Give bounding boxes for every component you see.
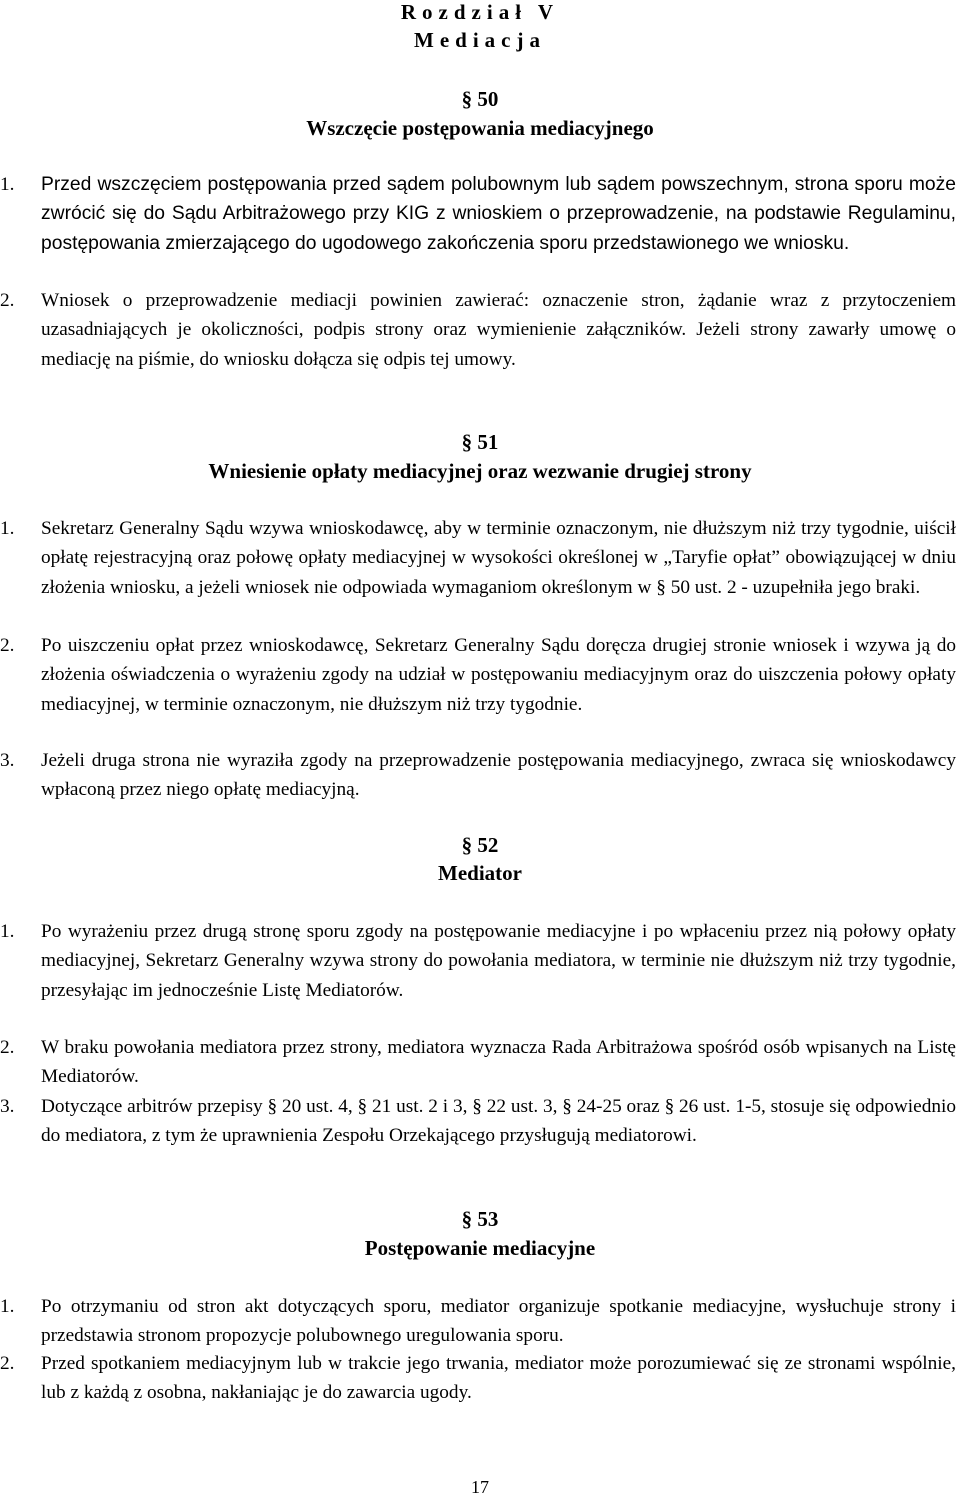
paragraph-number: 3.: [0, 750, 15, 771]
section-number: § 53: [461, 1207, 499, 1231]
paragraph: [0, 514, 960, 634]
paragraph-text: Po otrzymaniu od stron akt dotyczących sporu, mediator organizuje spotkanie mediacyjne, wysłuchuje strony i przedstawia stronom propozycje polubownego uregulowania sporu.: [41, 1296, 956, 1347]
paragraph-number: 2.: [0, 1353, 15, 1374]
section-title: Mediator: [438, 861, 522, 885]
section-title: Postępowanie mediacyjne: [364, 1236, 596, 1260]
paragraph: [0, 1349, 960, 1411]
paragraph-number: 1.: [0, 1296, 15, 1317]
paragraph-text: Sekretarz Generalny Sądu wzywa wnioskodawcę, aby w terminie oznaczonym, nie dłuższym niż trzy tygodnie, uiścił opłatę rejestracyjną oraz połowę opłaty mediacyjnej w wysokości określonej w „Taryfie opłat” obowiązującej w dniu złożenia wniosku, a jeżeli wniosek nie odpowiada wymaganiom określonym w § 50 ust. 2 - uzupełniła jego braki.: [41, 518, 956, 598]
section-number: § 51: [461, 430, 499, 454]
paragraph: [0, 917, 960, 1037]
paragraph-text: Dotyczące arbitrów przepisy § 20 ust. 4, § 21 ust. 2 i 3, § 22 ust. 3, § 24-25 oraz § 26 ust. 1-5, stosuje się odpowiednio do mediatora, z tym że uprawnienia Zespołu Orzekającego przysługują mediatorowi.: [41, 1096, 956, 1147]
paragraph: [0, 170, 960, 290]
paragraph-number: 2.: [0, 1037, 15, 1058]
section-number: § 52: [461, 833, 499, 857]
paragraph-text: Po wyrażeniu przez drugą stronę sporu zgody na postępowanie mediacyjne i po wpłaceniu przez nią połowy opłaty mediacyjnej, Sekretarz Generalny wzywa strony do powołania mediatora, w terminie nie dłuższym niż trzy tygodnie, przesyłając im jednocześnie Listę Mediatorów.: [41, 921, 956, 1001]
paragraph: [0, 631, 960, 751]
paragraph: [0, 746, 960, 808]
paragraph-text: W braku powołania mediatora przez strony, mediatora wyznacza Rada Arbitrażowa spośród osób wpisanych na Listę Mediatorów.: [41, 1037, 956, 1088]
paragraph-number: 1.: [0, 921, 15, 942]
paragraph-text: Jeżeli druga strona nie wyraziła zgody na przeprowadzenie postępowania mediacyjnego, zwraca się wnioskodawcy wpłaconą przez niego opłatę mediacyjną.: [41, 750, 956, 801]
page-number: 17: [471, 1477, 489, 1497]
paragraph-number: 2.: [0, 635, 15, 656]
paragraph: [0, 286, 960, 406]
paragraph: [0, 1292, 960, 1354]
paragraph-text: Przed spotkaniem mediacyjnym lub w trakcie jego trwania, mediator może porozumiewać się ze stronami wspólnie, lub z każdą z osobna, nakłaniając je do zawarcia ugody.: [41, 1353, 956, 1404]
paragraph-number: 3.: [0, 1096, 15, 1117]
section-title: Wniesienie opłaty mediacyjnej oraz wezwanie drugiej strony: [208, 459, 752, 483]
paragraph-number: 2.: [0, 290, 15, 311]
paragraph-text: Wniosek o przeprowadzenie mediacji powinien zawierać: oznaczenie stron, żądanie wraz z przytoczeniem uzasadniających je okoliczności, podpis strony oraz wymienienie załączników. Jeżeli strony zawarły umowę o mediację na piśmie, do wniosku dołącza się odpis tej umowy.: [41, 290, 956, 370]
paragraph: [0, 1033, 960, 1095]
paragraph-number: 1.: [0, 174, 15, 195]
section-title: Wszczęcie postępowania mediacyjnego: [306, 116, 654, 140]
paragraph: [0, 1092, 960, 1182]
chapter-heading: Rozdział V: [400, 0, 560, 24]
section-number: § 50: [461, 87, 499, 111]
paragraph-text: Po uiszczeniu opłat przez wnioskodawcę, Sekretarz Generalny Sądu doręcza drugiej stronie wniosek i wzywa ją do złożenia oświadczenia o wyrażeniu zgody na udział w postępowaniu mediacyjnym oraz do uiszczenia połowy opłaty mediacyjnej, w terminie oznaczonym, nie dłuższym niż trzy tygodnie.: [41, 635, 956, 715]
paragraph-text: Przed wszczęciem postępowania przed sądem polubownym lub sądem powszechnym, strona sporu może zwrócić się do Sądu Arbitrażowego przy KIG z wnioskiem o przeprowadzenie, na podstawie Regulaminu, postępowania zmierzającego do ugodowego zakończenia sporu przedstawionego we wniosku.: [41, 174, 956, 254]
paragraph-number: 1.: [0, 518, 15, 539]
chapter-title: Mediacja: [414, 28, 546, 52]
